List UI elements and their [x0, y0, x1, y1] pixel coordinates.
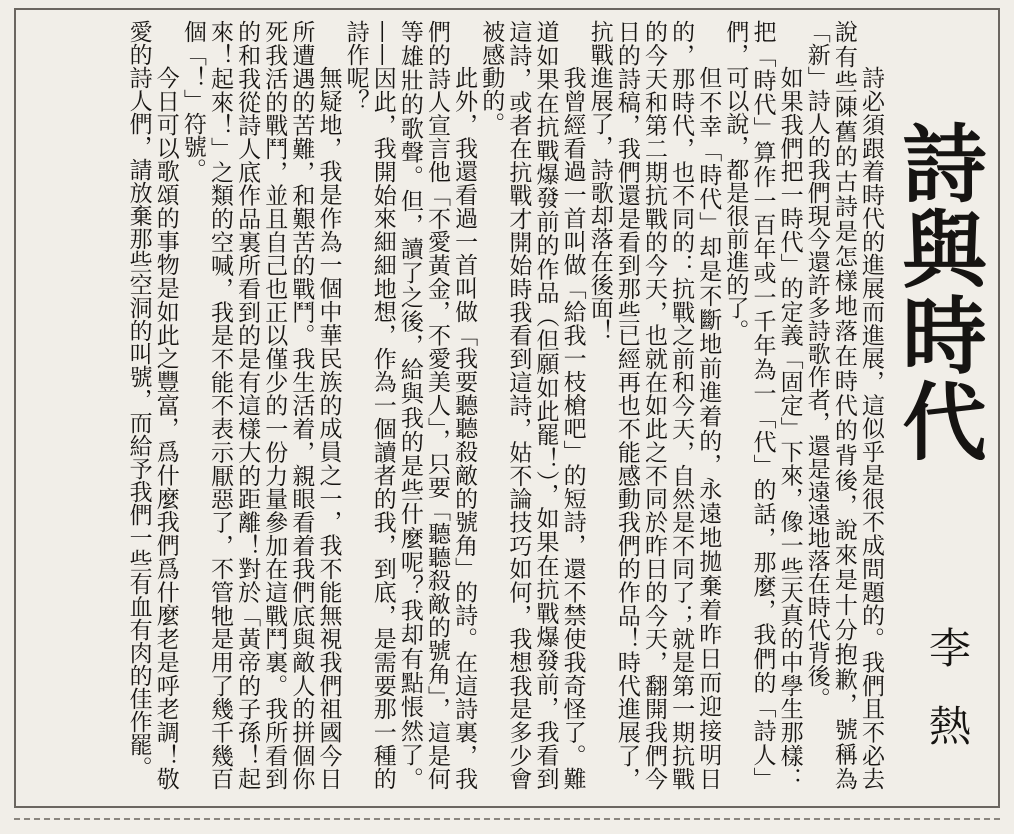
article-title: 詩與時代: [889, 120, 988, 464]
body-paragraph: 如果我們把一時代」的定義「固定」下來，像一些天真的中學生那樣：把「時代」算作一百年或一千年為一「代」的話，那麼，我們的「詩人」們，可以說，都是很前進的了。: [722, 20, 803, 790]
body-paragraph: 無疑地，我是作為一個中華民族的成員之一，我不能無視我們祖國今日所遭遇的苦難，和艱苦的戰鬥。我生活着，親眼看着我們底與敵人的拼個你死我活的戰鬥，並且自己也正以僅少的一份力量參加在這戰鬥裏。我所看到的和我從詩人底作品裏所看到的是有這樣大的距離！對於「黃帝的子孫！起來！起來！」之類的空喊，我是不能不表示厭惡了，不管牠是用了幾千幾百個「！」符號。: [179, 20, 342, 790]
body-paragraph: 我曾經看過一首叫做「給我一枝槍吧」的短詩，還不禁使我奇怪了。難道如果在抗戰爆發前的作品（但願如此罷！），如果在抗戰爆發前，我看到這詩，或者在抗戰才開始時我看到這詩，姑不論技巧如何，我想我是多少會被感動的。: [478, 20, 586, 790]
body-paragraph: 詩必須跟着時代的進展而進展，這似乎是很不成問題的。我們且不必去說有些陳舊的古詩是怎樣地落在時代的背後，說來是十分抱歉，號稱為「新」詩人的我們現今還許多詩歌作者，還是遠遠地落在時代背後。: [803, 20, 884, 790]
article-author: 李熱: [923, 626, 972, 782]
bottom-divider: [14, 818, 1000, 820]
body-paragraph: 此外，我還看過一首叫做「我要聽聽殺敵的號角」的詩。在這詩裏，我們的詩人宣言他「不愛黃金，不愛美人」，只要「聽聽殺敵的號角」，這是何等雄壯的歌聲。但，讀了之後，給與我的是些什麼呢？我却有點悵然了。——因此，我開始來細細地想，作為一個讀者的我，到底，是需要那一種的詩作呢？: [342, 20, 478, 790]
article-body: [26, 20, 884, 790]
body-paragraph: 今日可以歌頌的事物是如此之豐富，爲什麼我們爲什麼老是呼老調！敬愛的詩人們，請放棄那些空洞的叫號，而給予我們一些有血有肉的佳作罷。: [125, 20, 179, 790]
body-paragraph: 但不幸「時代」却是不斷地前進着的，永遠地拋棄着昨日而迎接明日的，那時代，也不同的：抗戰之前和今天，自然是不同了；就是第一期抗戰的今天和第二期抗戰的今天，也就在如此之不同於昨日的今天，翻開我們今日的詩稿，我們還是看到那些已經再也不能感動我們的作品！時代進展了，抗戰進展了，詩歌却落在後面！: [586, 20, 722, 790]
